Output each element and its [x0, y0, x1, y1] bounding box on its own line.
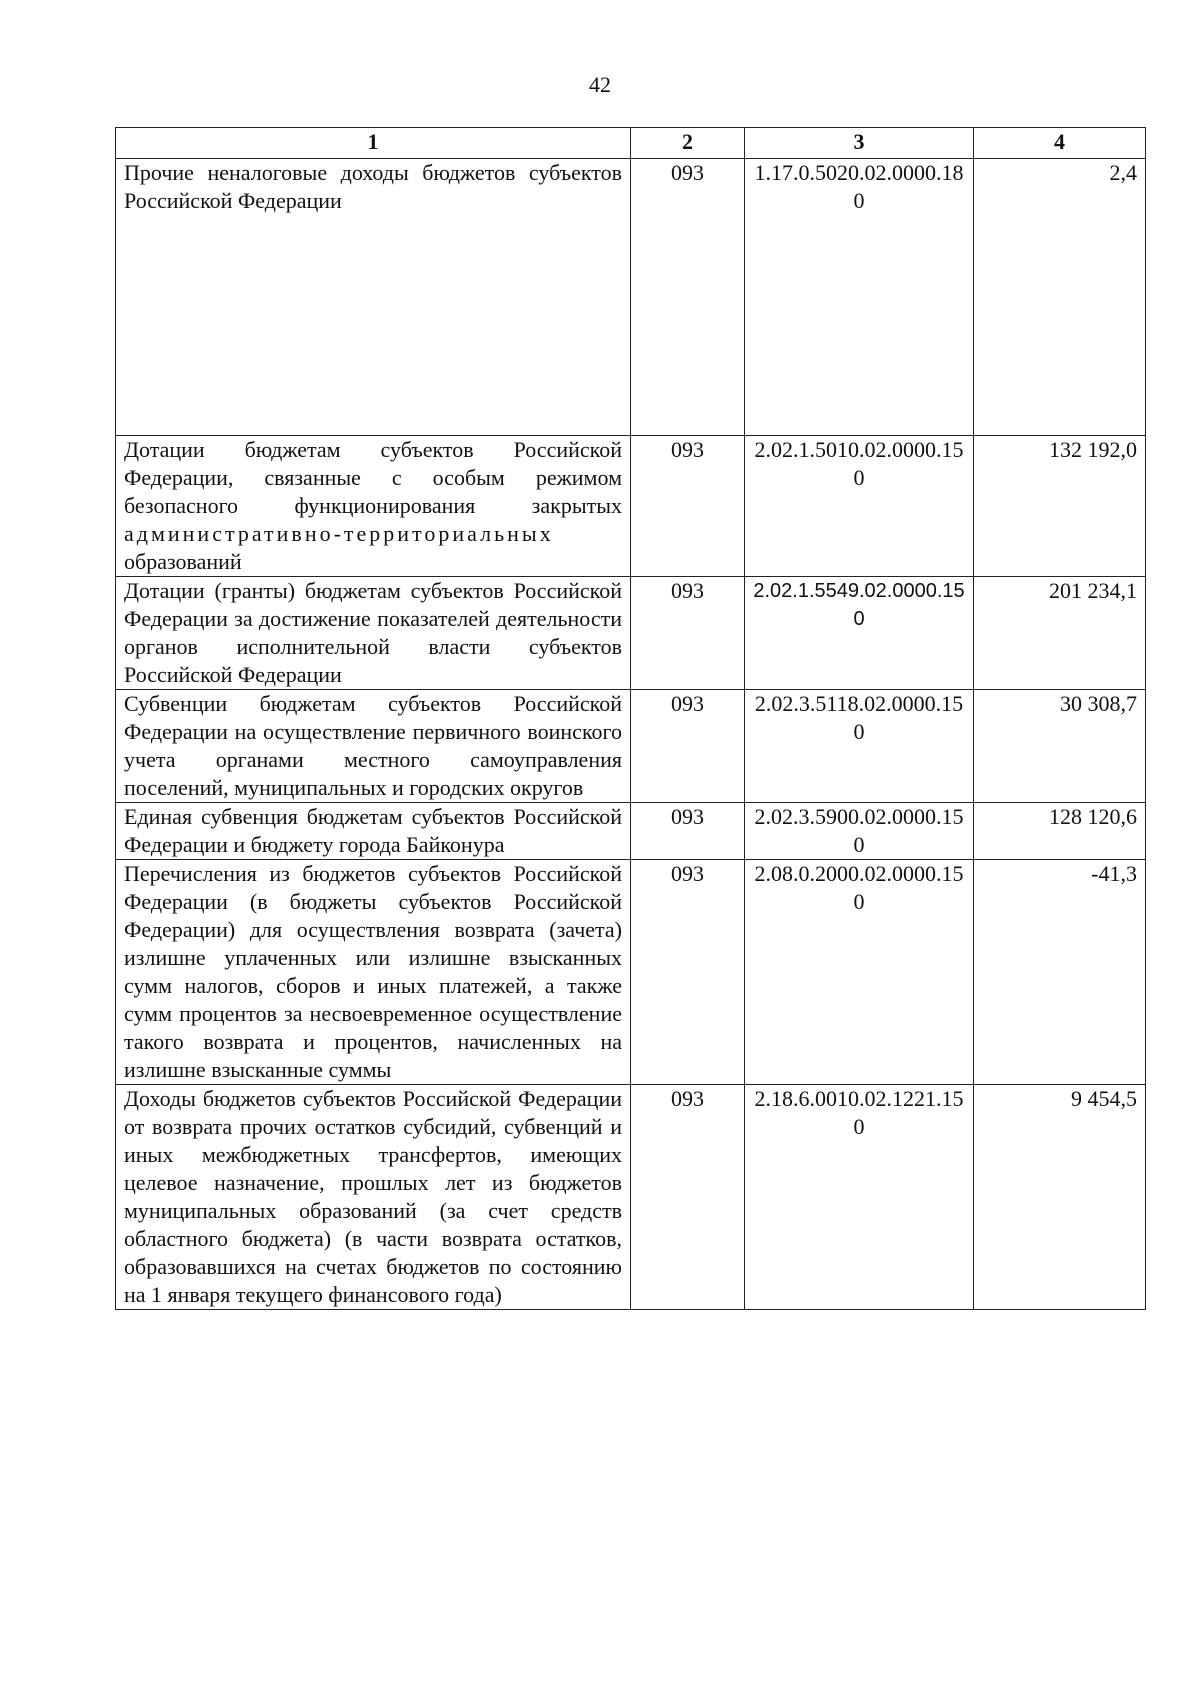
table-row	[116, 690, 1146, 803]
admin-code: 093	[631, 690, 745, 803]
revenue-name: Доходы бюджетов субъектов Российской Федерации от возврата прочих остатков субсидий, субвенций и иных межбюджетных трансфертов, имеющих целевое назначение, прошлых лет из бюджетов муниципальных образований (за счет средств областного бюджета) (в части возврата остатков, образовавшихся на счетах бюджетов по состоянию на 1 января текущего финансового года)	[116, 1085, 631, 1310]
amount-value: 128 120,6	[974, 803, 1146, 860]
amount-value: 201 234,1	[974, 577, 1146, 690]
revenue-name: Единая субвенция бюджетам субъектов Российской Федерации и бюджету города Байконура	[116, 803, 631, 860]
revenue-name	[116, 436, 631, 577]
revenue-table	[115, 127, 1146, 1310]
revenue-name-part: образований	[124, 549, 242, 574]
admin-code: 093	[631, 577, 745, 690]
amount-value: 2,4	[974, 159, 1146, 436]
page-number: 42	[589, 72, 611, 97]
admin-code: 093	[631, 803, 745, 860]
revenue-name: Перечисления из бюджетов субъектов Российской Федерации (в бюджеты субъектов Российской Федерации) для осуществления возврата (зачета) излишне уплаченных или излишне взысканных сумм налогов, сборов и иных платежей, а также сумм процентов за несвоевременное осуществление такого возврата и процентов, начисленных на излишне взысканные суммы	[116, 860, 631, 1085]
admin-code: 093	[631, 1085, 745, 1310]
budget-classification-code: 2.18.6.0010.02.1221.150	[745, 1085, 974, 1310]
revenue-name-part: Дотации бюджетам субъектов Российской Федерации, связанные с особым режимом безопасного функционирования закрытых	[124, 437, 622, 518]
table-row	[116, 1085, 1146, 1310]
table-row	[116, 577, 1146, 690]
table-row	[116, 436, 1146, 577]
amount-value: 30 308,7	[974, 690, 1146, 803]
budget-classification-code: 2.02.3.5900.02.0000.150	[745, 803, 974, 860]
column-header-1: 1	[116, 128, 631, 159]
budget-classification-code: 1.17.0.5020.02.0000.180	[745, 159, 974, 436]
table-row	[116, 803, 1146, 860]
budget-classification-code: 2.08.0.2000.02.0000.150	[745, 860, 974, 1085]
budget-classification-code: 2.02.1.5010.02.0000.150	[745, 436, 974, 577]
table-row	[116, 860, 1146, 1085]
header-row	[116, 128, 1146, 159]
table-row	[116, 159, 1146, 436]
column-header-2: 2	[631, 128, 745, 159]
budget-classification-code: 2.02.3.5118.02.0000.150	[745, 690, 974, 803]
revenue-name-part: административно-территориальных	[124, 521, 554, 546]
admin-code: 093	[631, 860, 745, 1085]
amount-value: 9 454,5	[974, 1085, 1146, 1310]
revenue-name: Прочие неналоговые доходы бюджетов субъектов Российской Федерации	[116, 159, 631, 436]
revenue-name: Субвенции бюджетам субъектов Российской Федерации на осуществление первичного воинского учета органами местного самоуправления поселений, муниципальных и городских округов	[116, 690, 631, 803]
admin-code: 093	[631, 436, 745, 577]
amount-value: -41,3	[974, 860, 1146, 1085]
revenue-name: Дотации (гранты) бюджетам субъектов Российской Федерации за достижение показателей деятельности органов исполнительной власти субъектов Российской Федерации	[116, 577, 631, 690]
budget-classification-code: 2.02.1.5549.02.0000.150	[745, 577, 974, 690]
admin-code: 093	[631, 159, 745, 436]
column-header-3: 3	[745, 128, 974, 159]
amount-value: 132 192,0	[974, 436, 1146, 577]
column-header-4: 4	[974, 128, 1146, 159]
